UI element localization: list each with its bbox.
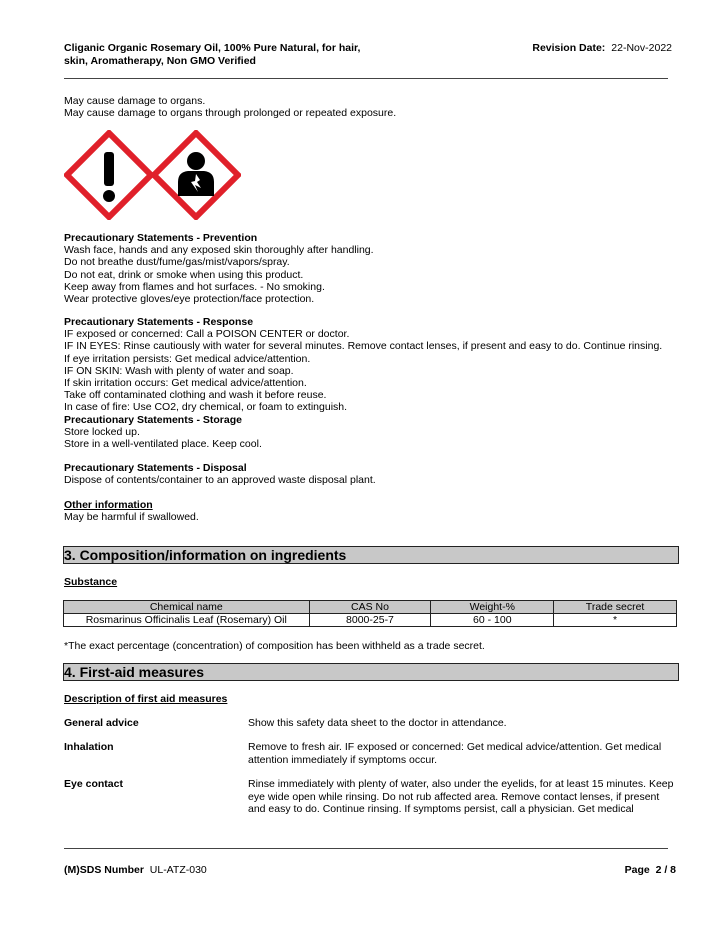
revision-date: [532, 42, 672, 54]
prevention-line: Wear protective gloves/eye protection/face protection.: [64, 293, 315, 306]
response-line: IF ON SKIN: Wash with plenty of water and soap.: [64, 364, 294, 377]
composition-table: [63, 600, 677, 627]
first-aid-line: Show this safety data sheet to the doctor in attendance.: [248, 717, 507, 729]
document-title-line2: skin, Aromatherapy, Non GMO Verified: [64, 55, 256, 67]
column-header: Trade secret: [554, 601, 677, 614]
disposal-block: [64, 462, 376, 486]
header-divider: [64, 78, 668, 79]
trade-secret-cell: *: [554, 614, 677, 627]
response-block: [64, 316, 662, 450]
column-header: Chemical name: [64, 601, 310, 614]
section-3-title: 3. Composition/information on ingredients: [64, 547, 347, 563]
weight-cell: 60 - 100: [431, 614, 554, 627]
first-aid-label-general: General advice: [64, 717, 139, 729]
document-title: [64, 42, 404, 68]
hazard-statement: May cause damage to organs through prolonged or repeated exposure.: [64, 107, 397, 120]
page-number: [625, 864, 676, 876]
column-header: Weight-%: [431, 601, 554, 614]
response-heading: Precautionary Statements - Response: [64, 316, 254, 328]
column-header: CAS No: [309, 601, 431, 614]
sds-number-label: (M)SDS Number: [64, 864, 144, 876]
first-aid-line: Remove to fresh air. IF exposed or concerned: Get medical advice/attention. Get medical: [248, 741, 662, 753]
prevention-line: Wash face, hands and any exposed skin thoroughly after handling.: [64, 244, 374, 257]
storage-line: Store locked up.: [64, 425, 140, 438]
sds-number: [64, 864, 207, 876]
first-aid-label-inhalation: Inhalation: [64, 741, 114, 753]
response-line: If skin irritation occurs: Get medical advice/attention.: [64, 377, 307, 390]
section-4-header: [63, 663, 679, 681]
first-aid-subheading: Description of first aid measures: [64, 693, 228, 705]
page-label: Page: [624, 864, 650, 876]
first-aid-line: Rinse immediately with plenty of water, also under the eyelids, for at least 15 minutes. Keep: [248, 778, 674, 790]
document-title-line1: Cliganic Organic Rosemary Oil, 100% Pure Natural, for hair,: [64, 42, 361, 54]
response-line: If eye irritation persists: Get medical advice/attention.: [64, 352, 311, 365]
first-aid-line: eye wide open while rinsing. Do not rub affected area. Remove contact lenses, if present: [248, 790, 660, 803]
revision-date-label: Revision Date:: [532, 42, 606, 54]
footer-divider: [64, 848, 668, 849]
table-header-row: [64, 601, 677, 614]
prevention-line: Keep away from flames and hot surfaces. - No smoking.: [64, 280, 325, 293]
first-aid-text-inhalation: [248, 741, 678, 766]
response-line: In case of fire: Use CO2, dry chemical, or foam to extinguish.: [64, 401, 348, 414]
response-line: IF IN EYES: Rinse cautiously with water for several minutes. Remove contact lenses, if present and easy to do. Continue rinsing.: [64, 340, 663, 353]
response-line: Take off contaminated clothing and wash it before reuse.: [64, 389, 327, 402]
chemical-name-cell: Rosmarinus Officinalis Leaf (Rosemary) Oil: [64, 614, 310, 627]
prevention-heading: Precautionary Statements - Prevention: [64, 232, 258, 244]
first-aid-line: and easy to do. Continue rinsing. If symptoms persist, call a physician. Get medical: [248, 803, 634, 815]
disposal-heading: Precautionary Statements - Disposal: [64, 462, 247, 474]
exclamation-mark-icon: [64, 130, 154, 220]
page-value: 2 / 8: [655, 864, 676, 876]
response-line: IF exposed or concerned: Call a POISON CENTER or doctor.: [64, 328, 350, 341]
revision-date-value: 22-Nov-2022: [611, 42, 672, 54]
hazard-statements: [64, 95, 396, 119]
other-info-line: May be harmful if swallowed.: [64, 511, 199, 524]
trade-secret-note: *The exact percentage (concentration) of composition has been withheld as a trade secret.: [64, 640, 485, 652]
prevention-block: [64, 232, 374, 305]
disposal-line: Dispose of contents/container to an approved waste disposal plant.: [64, 474, 376, 487]
sds-number-value: UL-ATZ-030: [149, 864, 207, 876]
first-aid-text-eye: [248, 778, 678, 816]
table-row: [64, 614, 677, 627]
storage-line: Store in a well-ventilated place. Keep cool.: [64, 438, 262, 451]
first-aid-label-eye: Eye contact: [64, 778, 123, 790]
hazard-statement: May cause damage to organs.: [64, 95, 206, 107]
storage-heading: Precautionary Statements - Storage: [64, 413, 242, 426]
section-4-title: 4. First-aid measures: [64, 664, 205, 680]
prevention-line: Do not eat, drink or smoke when using this product.: [64, 268, 304, 281]
cas-no-cell: 8000-25-7: [309, 614, 431, 627]
health-hazard-icon: [151, 130, 241, 220]
first-aid-text-general: [248, 717, 678, 730]
first-aid-line: attention immediately if symptoms occur.: [248, 753, 438, 766]
section-3-header: [63, 546, 679, 564]
substance-label: Substance: [64, 576, 118, 588]
other-info-heading: Other information: [64, 499, 153, 511]
other-info-block: [64, 499, 199, 523]
prevention-line: Do not breathe dust/fume/gas/mist/vapors/spray.: [64, 256, 290, 269]
